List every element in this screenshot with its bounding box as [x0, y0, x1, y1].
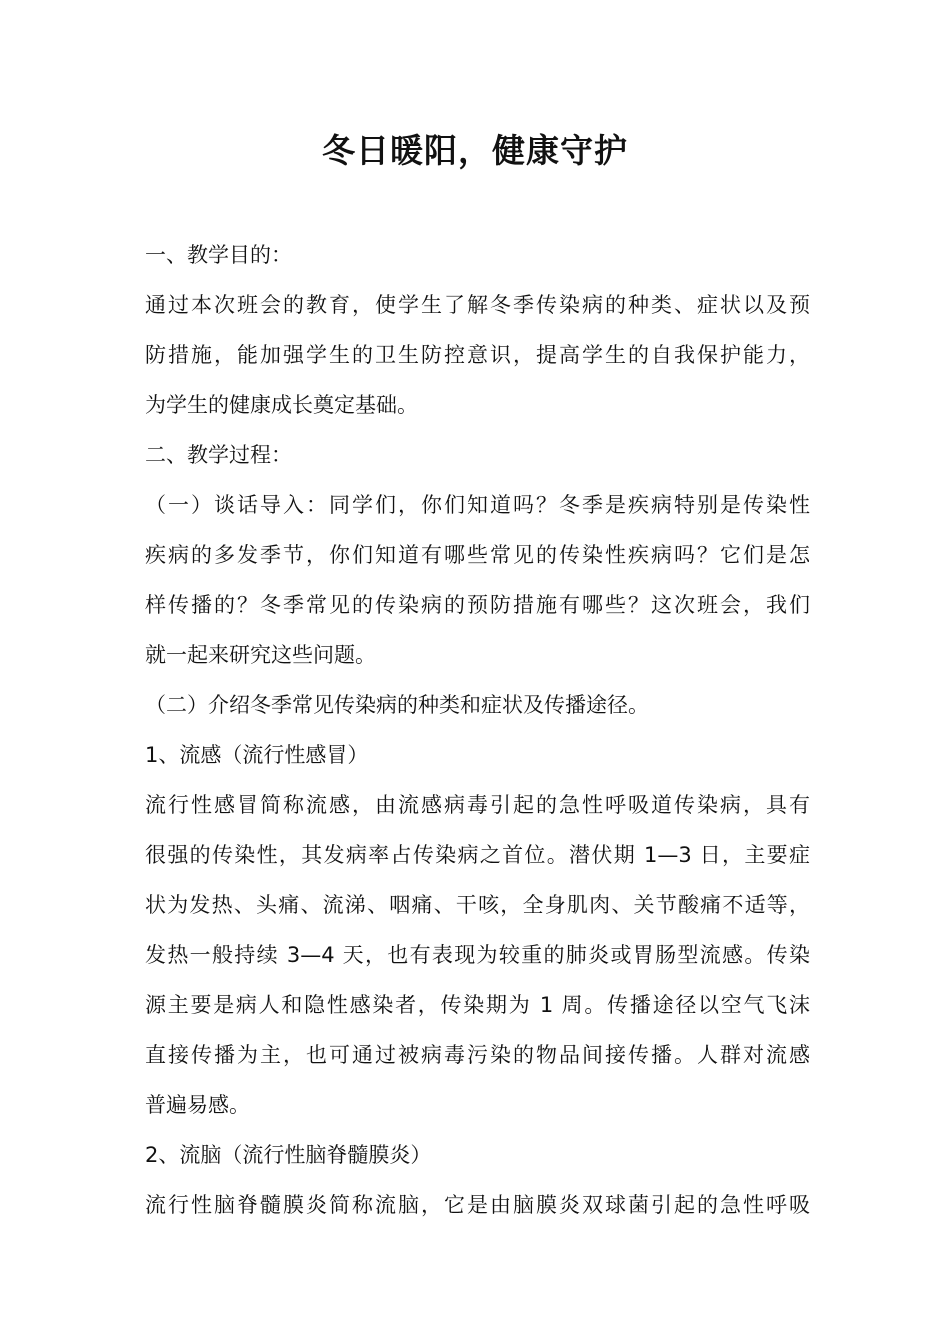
section-heading-process: 二、教学过程：: [145, 443, 292, 467]
document-title: 冬日暖阳，健康守护: [322, 131, 628, 170]
paragraph-line: 为学生的健康成长奠定基础。: [145, 393, 418, 417]
paragraph-line: 源主要是病人和隐性感染者，传染期为 1 周。传播途径以空气飞沫: [145, 993, 810, 1017]
paragraph-line: 流行性脑脊髓膜炎简称流脑，它是由脑膜炎双球菌引起的急性呼吸: [145, 1193, 810, 1217]
paragraph-line: 样传播的？冬季常见的传染病的预防措施有哪些？这次班会，我们: [145, 593, 810, 617]
paragraph-line: 状为发热、头痛、流涕、咽痛、干咳，全身肌肉、关节酸痛不适等，: [145, 893, 810, 917]
item-heading-influenza: 1、流感（流行性感冒）: [145, 743, 369, 767]
paragraph-line: 很强的传染性，其发病率占传染病之首位。潜伏期 1—3 日，主要症: [145, 843, 810, 867]
paragraph-line: 直接传播为主，也可通过被病毒污染的物品间接传播。人群对流感: [145, 1043, 810, 1067]
paragraph-line: 防措施，能加强学生的卫生防控意识，提高学生的自我保护能力，: [145, 343, 810, 367]
paragraph-line: （一）谈话导入：同学们，你们知道吗？冬季是疾病特别是传染性: [145, 493, 810, 517]
paragraph-line: 流行性感冒简称流感，由流感病毒引起的急性呼吸道传染病，具有: [145, 793, 810, 817]
section-heading-objective: 一、教学目的：: [145, 243, 292, 267]
paragraph-line: 普遍易感。: [145, 1093, 250, 1117]
subsection-heading: （二）介绍冬季常见传染病的种类和症状及传播途径。: [145, 693, 649, 717]
paragraph-line: 疾病的多发季节，你们知道有哪些常见的传染性疾病吗？它们是怎: [145, 543, 810, 567]
paragraph-line: 通过本次班会的教育，使学生了解冬季传染病的种类、症状以及预: [145, 293, 810, 317]
paragraph-line: 发热一般持续 3—4 天，也有表现为较重的肺炎或胃肠型流感。传染: [145, 943, 810, 967]
item-heading-meningitis: 2、流脑（流行性脑脊髓膜炎）: [145, 1143, 432, 1167]
document-body: [145, 230, 810, 1230]
paragraph-line: 就一起来研究这些问题。: [145, 643, 376, 667]
